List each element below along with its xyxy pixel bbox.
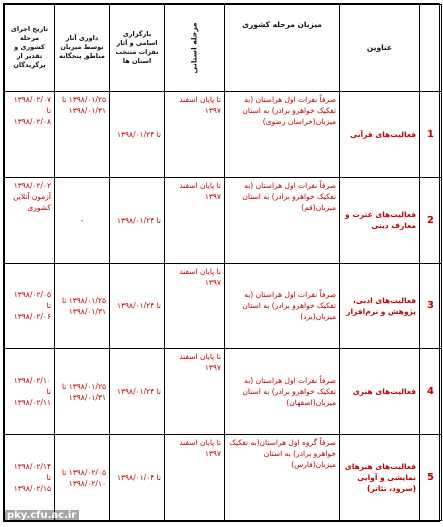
header-provincial-level <box>165 5 225 92</box>
table-row <box>5 263 442 349</box>
row-title: فعالیت‌های عترت و معارف دینی <box>340 177 420 263</box>
row-names-deadline: تا ۱۳۹۸/۰۱/۲۴ <box>110 177 165 263</box>
header-national-date: تاریخ اجرای مرحله کشوری و تقدیر از برگزیدگان <box>5 5 55 92</box>
row-names-deadline: تا ۱۳۹۸/۰۱/۲۴ <box>110 91 165 177</box>
row-provincial: تا پایان اسفند ۱۳۹۷ <box>165 435 225 521</box>
row-number: 5 <box>420 435 442 521</box>
row-provincial: تا پایان اسفند ۱۳۹۷ <box>165 349 225 435</box>
row-number: 3 <box>420 263 442 349</box>
row-title: فعالیت‌های ادبی، پژوهش و نرم‌افزار <box>340 263 420 349</box>
row-regional: ۱۳۹۸/۰۱/۲۵ تا ۱۳۹۸/۰۱/۳۱ <box>55 91 110 177</box>
row-national-date: ۱۳۹۸/۰۲/۰۷ تا ۱۳۹۸/۰۲/۰۸ <box>5 91 55 177</box>
header-names-deadline: بارگزاری اسامی و آثار نفرات منتخب استان ها <box>110 5 165 92</box>
row-number: 2 <box>420 177 442 263</box>
header-row <box>5 5 442 92</box>
header-provincial-text: مرحله استانی <box>189 22 199 74</box>
row-national-date: ۱۳۹۸/۰۲/۰۲ آزمون آنلاین کشوری <box>5 177 55 263</box>
row-national-host: صرفاً نفرات اول هراستان (به تفکیک خواهرو برادر) به استان میزبان(یزد) <box>225 263 340 349</box>
row-national-host: صرفاً نفرات اول هراستان (به تفکیک خواهرو برادر) به استان میزبان(اصفهان) <box>225 349 340 435</box>
row-regional: ۱۳۹۸/۰۱/۲۵ تا ۱۳۹۸/۰۱/۳۱ <box>55 263 110 349</box>
row-regional: ۱۳۹۸/۰۱/۲۵ تا ۱۳۹۸/۰۱/۳۱ <box>55 349 110 435</box>
row-names-deadline: تا ۱۳۹۸/۰۱/۲۴ <box>110 349 165 435</box>
row-provincial: تا پایان اسفند ۱۳۹۷ <box>165 91 225 177</box>
row-national-date: ۱۳۹۸/۰۲/۱۰ تا ۱۳۹۸/۰۲/۱۱ <box>5 349 55 435</box>
row-title: فعالیت‌های هنری <box>340 349 420 435</box>
header-title: عناوین <box>340 5 420 92</box>
header-national-level: میزبان مرحله کشوری <box>225 5 340 92</box>
row-regional: ۱۳۹۸/۰۲/۰۵ تا ۱۳۹۸/۰۲/۱۰ <box>55 435 110 521</box>
row-number: 1 <box>420 91 442 177</box>
row-national-host: صرفاً گروه اول هراستان(به تفکیک خواهرو برادر) به استان میزبان(فارس) <box>225 435 340 521</box>
row-names-deadline: تا ۱۳۹۸/۰۱/۰۴ <box>110 435 165 521</box>
row-regional: - <box>55 177 110 263</box>
header-regional-level: داوری آثار توسط میزبان مناطق پنجگانه <box>55 5 110 92</box>
row-names-deadline: تا ۱۳۹۸/۰۱/۲۴ <box>110 263 165 349</box>
table-row <box>5 349 442 435</box>
row-provincial: تا پایان اسفند ۱۳۹۷ <box>165 177 225 263</box>
header-num <box>420 5 442 92</box>
table-row <box>5 177 442 263</box>
row-national-date: ۱۳۹۸/۰۲/۱۴ تا ۱۳۹۸/۰۲/۱۵ <box>5 435 55 521</box>
site-watermark: pky.cfu.ac.ir <box>4 510 79 521</box>
table-row <box>5 435 442 521</box>
row-national-host: صرفاً نفرات اول هراستان (به تفکیک خواهرو برادر) به استان میزبان(قم) <box>225 177 340 263</box>
row-title: فعالیت‌های هنرهای نمایشی و آوایی (سرود، تئاتر) <box>340 435 420 521</box>
schedule-table <box>4 4 442 521</box>
row-title: فعالیت‌های قرآنی <box>340 91 420 177</box>
row-national-host: صرفاً نفرات اول هراستان (به تفکیک خواهرو برادر) به استان میزبان(خراسان رضوی) <box>225 91 340 177</box>
table-row <box>5 91 442 177</box>
row-number: 4 <box>420 349 442 435</box>
row-national-date: ۱۳۹۸/۰۲/۰۵ تا ۱۳۹۸/۰۲/۰۶ <box>5 263 55 349</box>
schedule-table-frame <box>3 3 440 522</box>
row-provincial: تا پایان اسفند ۱۳۹۷ <box>165 263 225 349</box>
